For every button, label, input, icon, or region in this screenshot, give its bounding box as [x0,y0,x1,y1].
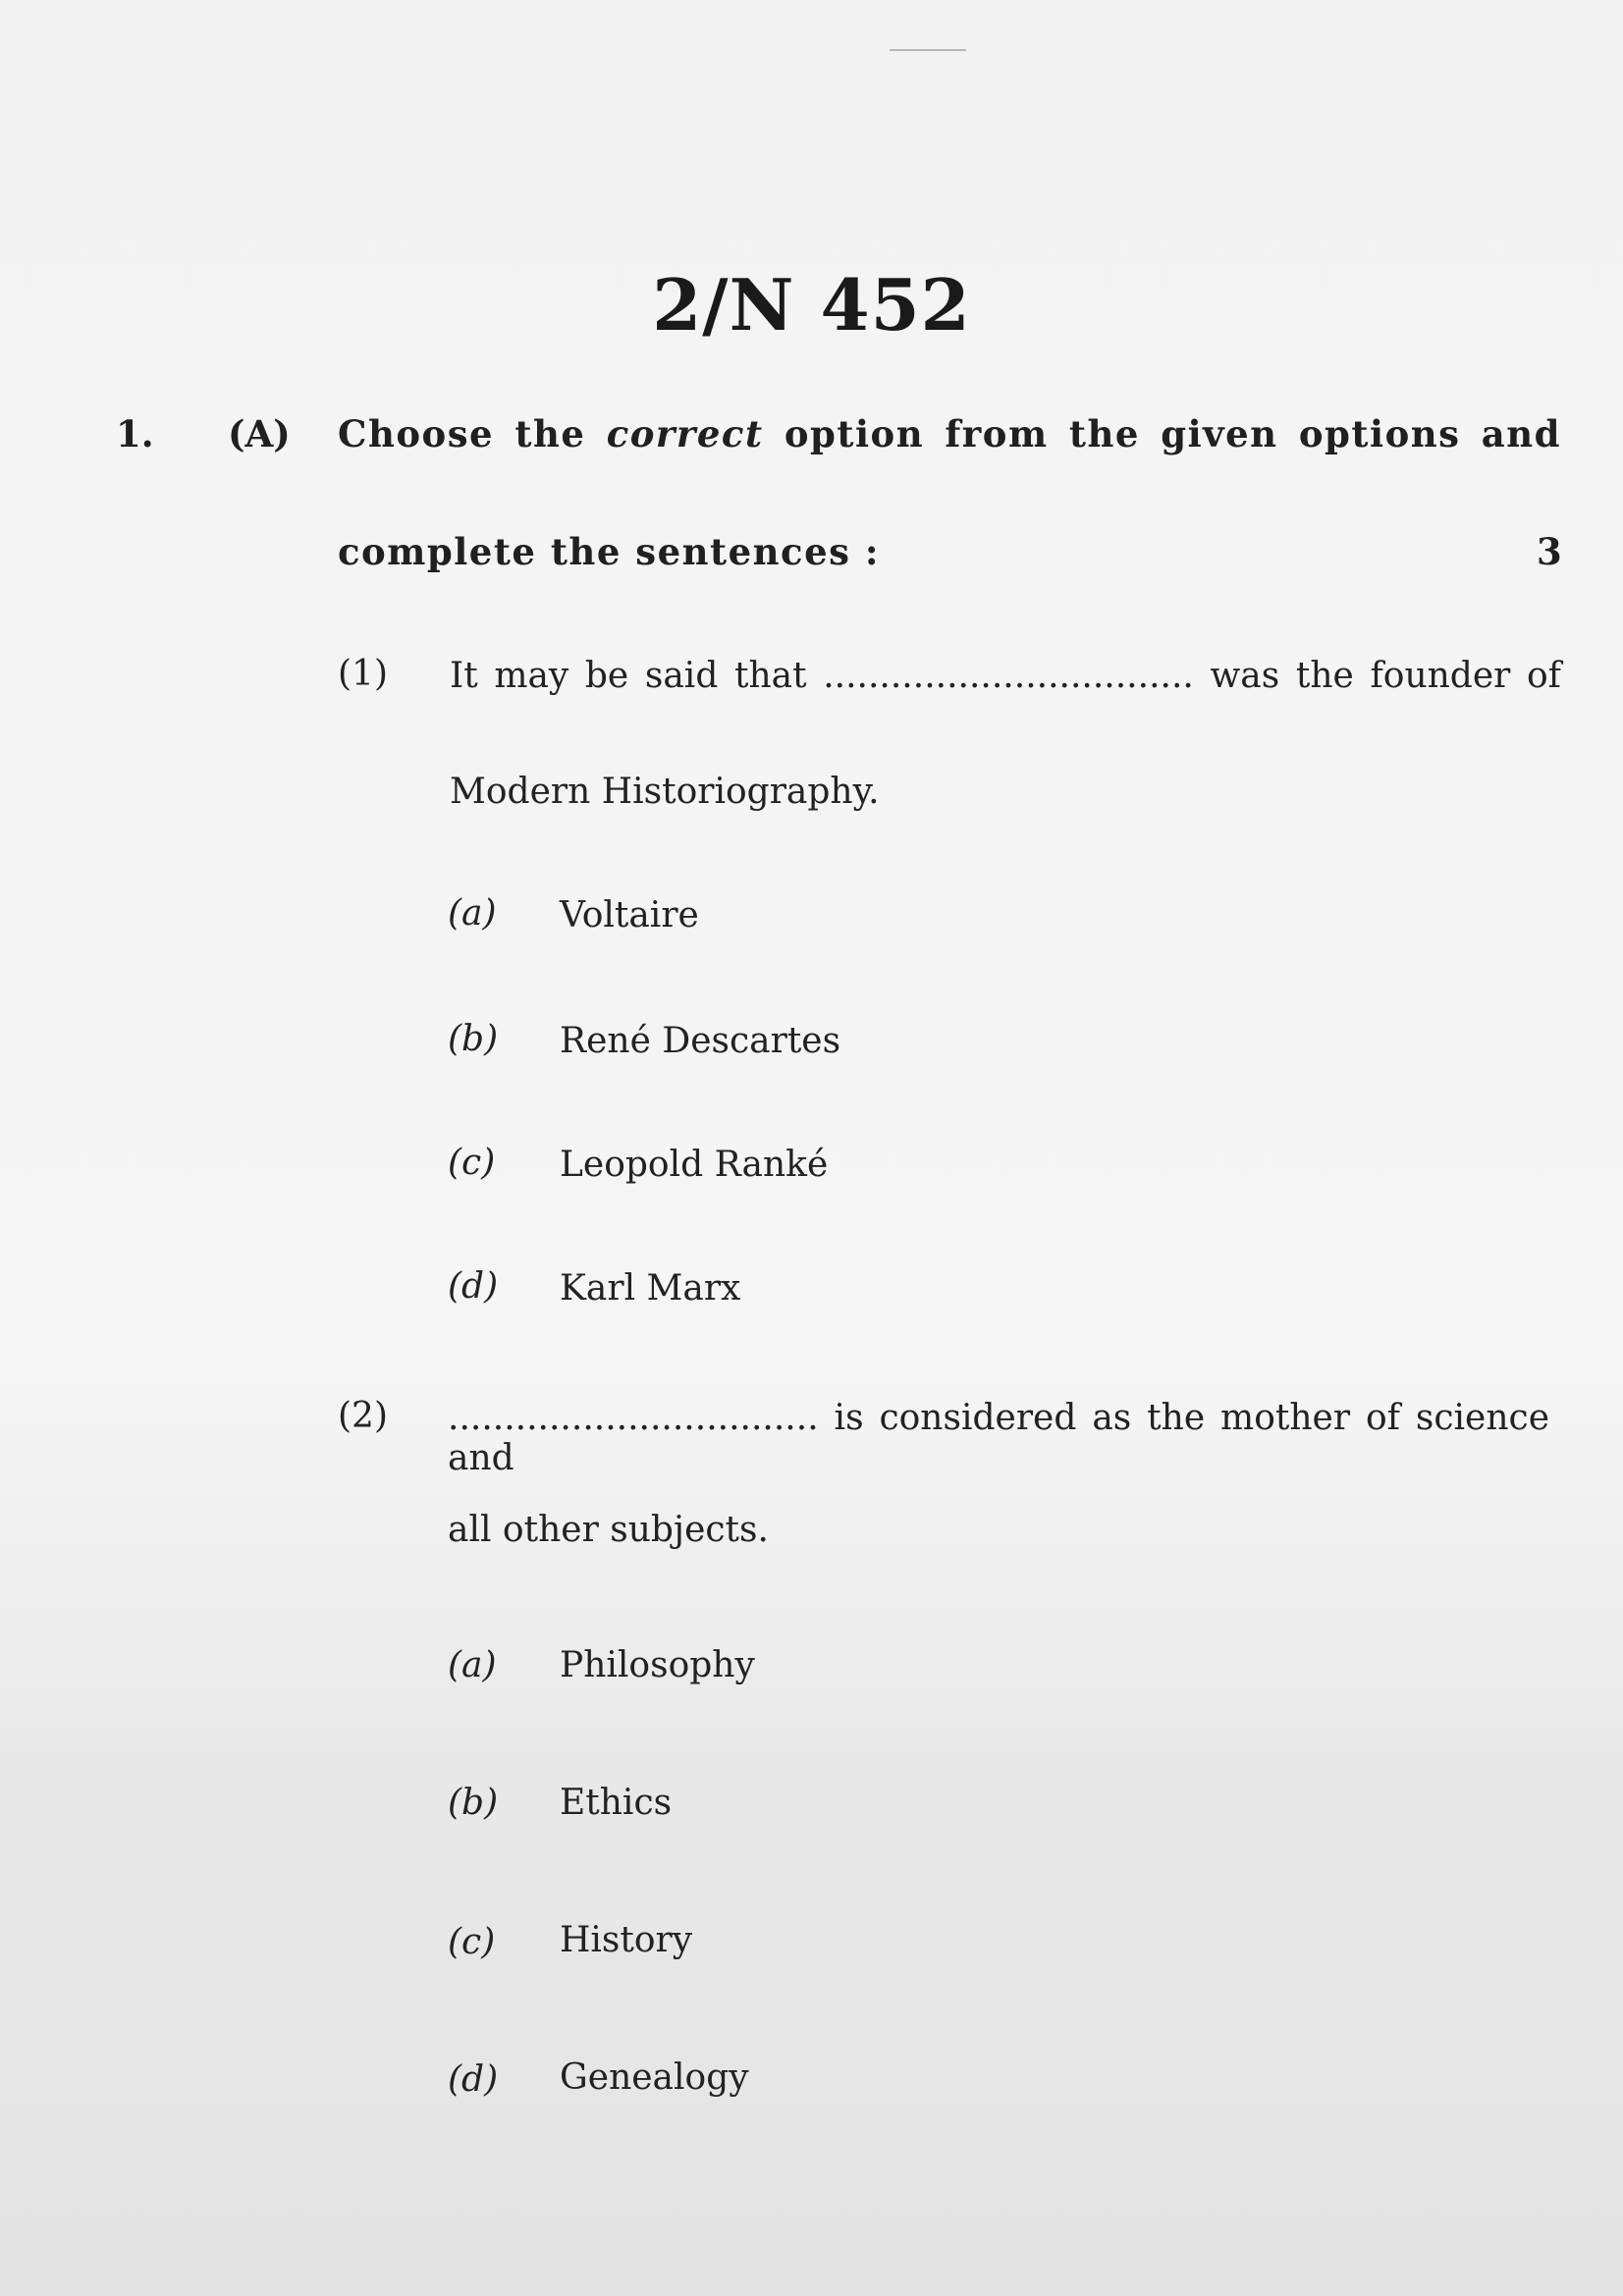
instruction-emphasis: correct [606,412,764,455]
sub-question-2-line-1: ................................. is considered as the mother of science and [448,1398,1549,1478]
option-letter: (b) [448,1783,499,1823]
sub-question-2-option-b-letter [448,1783,498,1823]
sub-question-1-option-d-letter [448,1266,498,1307]
question-part-label: (A) [228,412,291,455]
question-number: 1. [116,412,154,455]
sub-question-1-line-2: Modern Historiography. [450,772,880,812]
instruction-post: option from the given options and [763,412,1562,455]
option-letter: (b) [448,1019,499,1059]
sub-question-1-option-a-text: Voltaire [560,895,699,935]
sub-question-2-line-2: all other subjects. [448,1510,769,1550]
sub-question-1-option-b-text: René Descartes [560,1021,841,1061]
option-letter: (a) [448,1645,497,1685]
option-letter: (c) [448,1143,496,1183]
sub-question-1-number: (1) [338,654,388,694]
sub-question-2-option-c-letter [448,1922,495,1962]
page-top-mark [890,49,966,51]
option-letter: (a) [448,893,497,934]
sub-question-2-option-c-text: History [560,1920,693,1960]
sub-question-1-option-a-letter [448,893,497,934]
instruction-line-1 [338,412,1561,455]
sub-question-2-option-a-letter [448,1645,497,1685]
option-letter: (c) [448,1922,496,1962]
sub-question-1-option-c-letter [448,1143,495,1183]
instruction-pre: Choose the [338,412,607,455]
option-letter: (d) [448,1266,499,1307]
instruction-line-2: complete the sentences : [338,530,880,573]
sub-question-1-line-1: It may be said that ................................. was the founder of [450,656,1561,696]
sub-question-1-option-d-text: Karl Marx [560,1268,741,1308]
option-letter: (d) [448,2059,499,2100]
sub-question-2-option-b-text: Ethics [560,1783,673,1823]
sub-question-1-option-c-text: Leopold Ranké [560,1145,829,1185]
sub-question-2-option-d-letter [448,2059,498,2100]
sub-question-2-option-d-text: Genealogy [560,2057,749,2098]
sub-question-2-option-a-text: Philosophy [560,1645,755,1685]
sub-question-1-option-b-letter [448,1019,498,1059]
sub-question-2-number: (2) [338,1396,388,1436]
marks-value: 3 [1537,530,1562,573]
paper-code-heading: 2/N 452 [652,263,971,347]
